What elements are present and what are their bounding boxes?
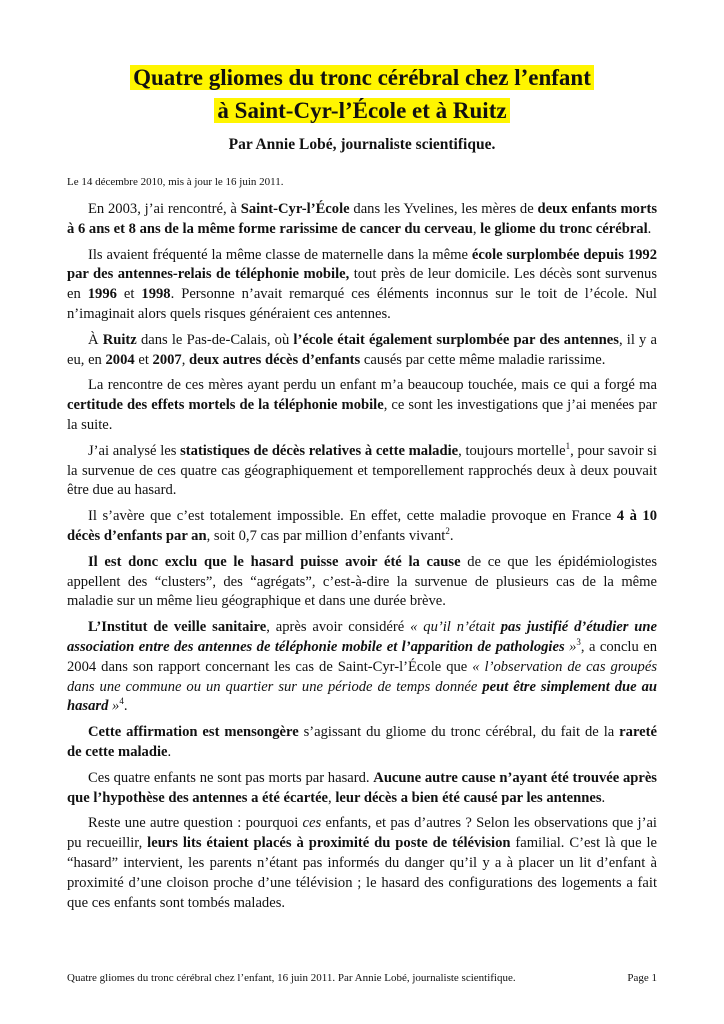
text-run: Ruitz [102, 331, 137, 348]
text-run: peut être simplement due au hasard [67, 678, 658, 715]
text-run: , il y a eu, en [67, 331, 657, 368]
text-run: pas justifié d’étudier une association entre des antennes de téléphonie mobile et l’apparition de pathologies [67, 619, 658, 655]
title-line-2-text: à Saint-Cyr-l’École et à Ruitz [214, 98, 509, 123]
body-paragraph [67, 618, 657, 717]
body-paragraph [67, 200, 657, 240]
text-run: 4 à 10 décès d’enfants par an [67, 508, 658, 544]
text-run: J’ai analysé les [88, 442, 181, 459]
text-run: En 2003, j’ai rencontré, à [88, 201, 241, 217]
text-run: statistiques de décès relatives à cette maladie [180, 442, 459, 459]
text-run: Cette affirmation est mensongère [88, 724, 299, 741]
text-run: certitude des effets mortels de la téléphonie mobile [67, 397, 384, 414]
text-run: Aucune autre cause n’ayant été trouvée après que l’hypothèse des antennes a été écartée [67, 769, 657, 806]
text-run: 2007 [152, 351, 182, 368]
text-run: causés par cette même maladie rarissime. [360, 351, 606, 368]
text-run: Il est donc exclu que le hasard puisse avoir été la cause [88, 553, 461, 570]
text-run: . [601, 789, 606, 806]
text-run: et [134, 351, 153, 368]
body-paragraph [67, 507, 657, 547]
title-line-1 [0, 63, 724, 93]
text-run: » [564, 638, 577, 655]
body-paragraph [67, 814, 657, 913]
text-run: Il s’avère que c’est totalement impossible. En effet, cette maladie provoque en France [88, 508, 617, 525]
text-run: , [328, 789, 336, 806]
text-run: . Personne n’avait remarqué ces éléments inconnus sur le toit de l’école. Nul n’imaginait alors quels risques généraient ces antennes. [67, 286, 657, 322]
text-run: , pour savoir si la survenue de ces quatre cas géographiquement et temporellement rapprochés deux à deux pouvait être due au hasard. [67, 442, 657, 499]
body-paragraph [67, 723, 657, 763]
text-run: . [123, 698, 128, 715]
text-run: Reste une autre question : pourquoi [88, 815, 303, 832]
body-paragraph [67, 442, 657, 501]
footnote-ref: 4 [119, 696, 124, 707]
text-run: le gliome du tronc cérébral [480, 220, 648, 237]
text-run: leur décès a bien été causé par les antennes [335, 789, 602, 806]
text-run: et [116, 286, 142, 303]
text-run: » [108, 698, 120, 715]
text-run: « qu’il n’était [410, 619, 501, 636]
text-run: familial. C’est là que le “hasard” intervient, les parents n’étant pas informés du danger qu’il y a à placer un lit d’enfant à proximité d’une cloison proche d’une télévision ; le hasard des configurations des logements a fait que ces enfants sont tombés malades. [67, 835, 658, 911]
body-paragraph [67, 246, 657, 325]
body-paragraph [67, 331, 657, 371]
text-run: La rencontre de ces mères ayant perdu un enfant m’a beaucoup touchée, mais ce qui a forgé ma [88, 377, 657, 394]
text-run: dans le Pas-de-Calais, où [136, 331, 294, 348]
text-run: 1998 [141, 286, 171, 303]
text-run: , après avoir considéré [266, 619, 411, 636]
footnote-ref: 1 [565, 440, 571, 451]
text-run: , ce sont les investigations que j’ai menées par la suite. [67, 397, 658, 433]
text-run: , [472, 220, 481, 237]
text-run: Ils avaient fréquenté la même classe de maternelle dans la même [88, 246, 472, 263]
text-run: . [167, 743, 172, 760]
text-run: « l’observation de cas groupés dans une commune ou un quartier sur une période de temps donnée [67, 658, 657, 695]
footer-text: Quatre gliomes du tronc cérébral chez l’enfant, 16 juin 2011. Par Annie Lobé, journaliste scientifique. [67, 972, 516, 984]
footnote-ref: 2 [445, 526, 450, 537]
text-run: école surplombée depuis 1992 par des antennes-relais de téléphonie mobile, [67, 246, 657, 283]
text-run: dans les Yvelines, les mères de [349, 201, 538, 217]
text-run: deux autres décès d’enfants [189, 351, 361, 368]
text-run: À [88, 331, 103, 348]
dateline: Le 14 décembre 2010, mis à jour le 16 juin 2011. [67, 176, 284, 188]
text-run: Saint-Cyr-l’École [240, 201, 350, 217]
text-run: tout près de leur domicile. Les décès sont survenus en [67, 266, 657, 303]
text-run: enfants, et pas d’autres ? Selon les observations que j’ai pu recueillir, [67, 815, 657, 852]
footnote-ref: 3 [576, 637, 581, 648]
text-run: , [181, 351, 190, 368]
page-number: Page 1 [627, 972, 657, 984]
title-line-1-text: Quatre gliomes du tronc cérébral chez l’enfant [130, 65, 594, 90]
text-run: , toujours mortelle [458, 442, 566, 459]
text-run: 1996 [87, 286, 117, 303]
body-paragraph [67, 553, 657, 612]
text-run: , a conclu en 2004 dans son rapport concernant les cas de Saint-Cyr-l’École que [67, 638, 657, 675]
text-run: rareté de cette maladie [67, 724, 657, 760]
text-run: . [449, 527, 454, 544]
text-run: l’école était également surplombée par des antennes [293, 331, 619, 348]
byline: Par Annie Lobé, journaliste scientifique. [228, 136, 496, 153]
text-run: , soit 0,7 cas par million d’enfants vivant [206, 527, 446, 544]
article-body [67, 200, 657, 919]
text-run: leurs lits étaient placés à proximité du poste de télévision [147, 835, 511, 852]
title-line-2 [0, 96, 724, 126]
text-run: . [647, 220, 652, 237]
text-run: de ce que les épidémiologistes appellent des “clusters”, des “agrégats”, c’est-à-dire la survenue de plusieurs cas de la même maladie sur un même lieu géographique et dans une durée brève. [67, 553, 657, 610]
text-run: L’Institut de veille sanitaire [88, 619, 267, 636]
text-run: s’agissant du gliome du tronc cérébral, du fait de la [298, 724, 620, 741]
text-run: deux enfants morts à 6 ans et 8 ans de la même forme rarissime de cancer du cerveau [67, 201, 657, 237]
text-run: Ces quatre enfants ne sont pas morts par hasard. [88, 769, 374, 786]
body-paragraph [67, 769, 657, 809]
body-paragraph [67, 376, 657, 435]
text-run: ces [302, 815, 322, 832]
text-run: 2004 [105, 351, 135, 368]
